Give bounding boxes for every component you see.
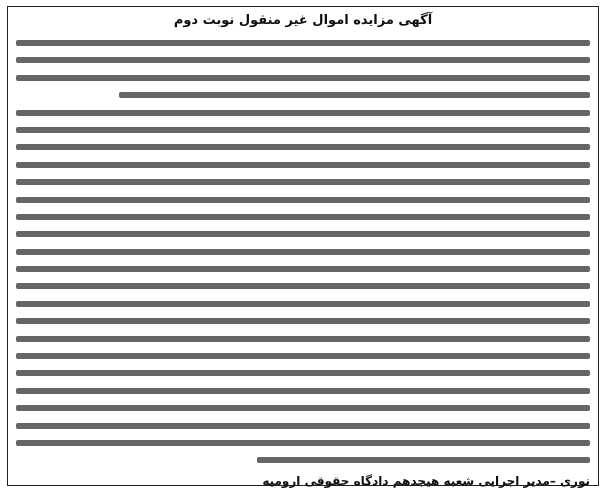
body-line — [16, 295, 590, 312]
body-line — [16, 138, 590, 155]
body-line — [16, 382, 590, 399]
body-line — [16, 451, 590, 468]
body-line — [16, 347, 590, 364]
body-line — [16, 51, 590, 68]
body-line — [16, 399, 590, 416]
body-line — [16, 121, 590, 138]
body-line — [16, 156, 590, 173]
body-line — [16, 330, 590, 347]
body-line — [16, 260, 590, 277]
body-line — [16, 86, 590, 103]
body-line — [16, 34, 590, 51]
notice-body — [16, 34, 590, 469]
body-line — [16, 173, 590, 190]
body-line — [16, 191, 590, 208]
notice-headline: آگهی مزایده اموال غیر منقول نوبت دوم — [173, 13, 433, 28]
body-line — [16, 104, 590, 121]
body-line — [16, 277, 590, 294]
body-line — [16, 312, 590, 329]
body-line — [16, 208, 590, 225]
body-line — [16, 364, 590, 381]
body-line — [16, 225, 590, 242]
body-line — [16, 417, 590, 434]
body-line — [16, 434, 590, 451]
body-line — [16, 243, 590, 260]
notice-frame — [7, 6, 599, 486]
body-line — [16, 69, 590, 86]
notice-signature: نوری –مدیر اجرایی شعبه هیجدهم دادگاه حقوقی ارومیه — [262, 473, 590, 488]
